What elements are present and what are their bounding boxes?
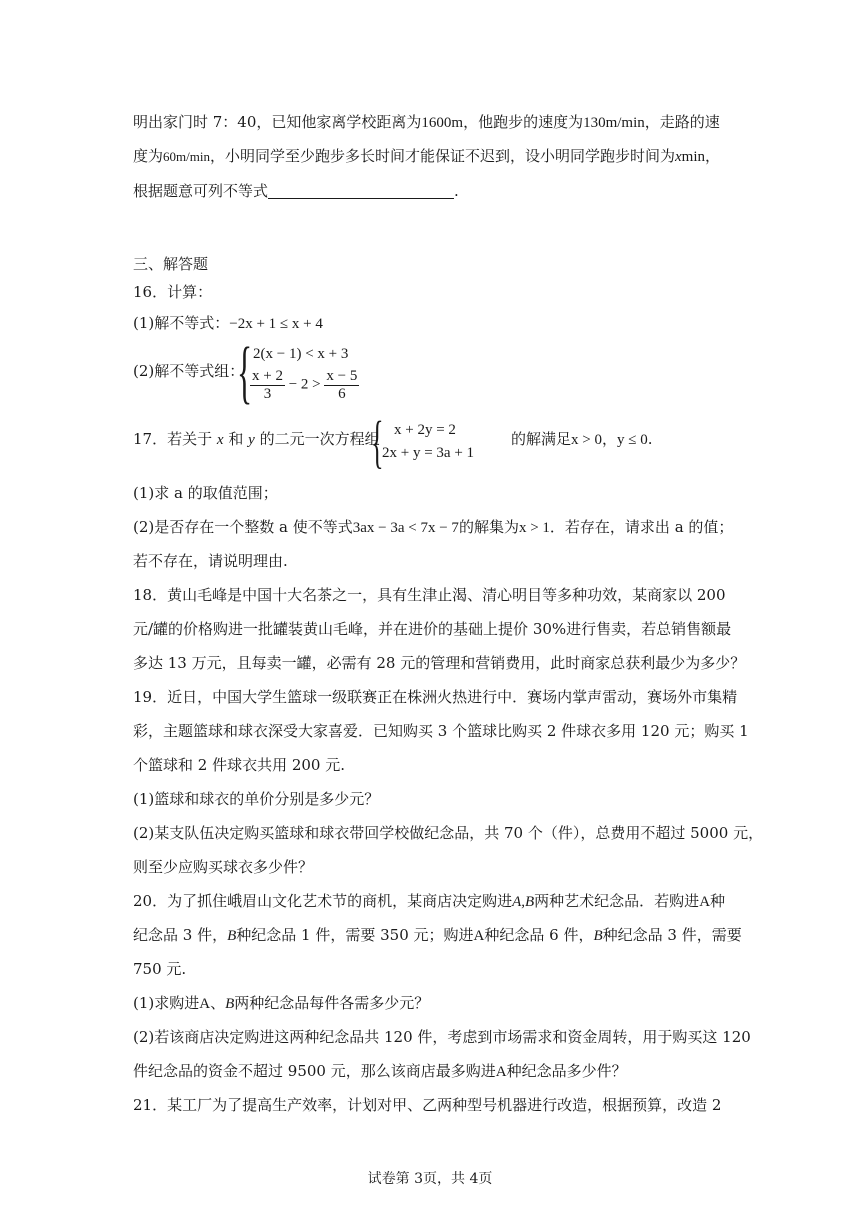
q20-line-1: 20．为了抓住峨眉山文化艺术节的商机，某商店决定购进A,B两种艺术纪念品．若购进A种 (133, 892, 726, 910)
q16-head: 16．计算： (133, 283, 213, 301)
q19-part2-cont: 则至少应购买球衣多少件？ (133, 858, 314, 876)
q19-part1: (1)篮球和球衣的单价分别是多少元？ (133, 790, 380, 808)
q17-part2: (2)是否存在一个整数 a 使不等式3ax − 3a < 7x − 7的解集为x > 1．若存在，请求出 a 的值； (133, 518, 734, 536)
q19-line-1: 19．近日，中国大学生篮球一级联赛正在株洲火热进行中．赛场内掌声雷动，赛场外市集精 (133, 688, 738, 706)
q20-part2: (2)若该商店决定购进这两种纪念品共 120 件，考虑到市场需求和资金周转，用于购买这 120 (133, 1028, 751, 1046)
section-heading: 三、解答题 (133, 255, 209, 273)
answer-blank[interactable] (268, 183, 454, 199)
q16-part1: (1)解不等式：−2x + 1 ≤ x + 4 (133, 314, 323, 332)
system-brace: { (371, 409, 384, 474)
q17-condition: 的解满足x > 0，y ≤ 0. (511, 430, 653, 448)
q17-part1: (1)求 a 的取值范围； (133, 484, 278, 502)
q17-equation-2: 2x + y = 3a + 1 (382, 445, 475, 461)
q15-line-1: 明出家门时 7：40，已知他家离学校距离为1600m，他跑步的速度为130m/min，走路的速 (133, 113, 720, 131)
q18-line-1: 18．黄山毛峰是中国十大名茶之一，具有生津止渴、清心明目等多种功效，某商家以 200 (133, 586, 726, 604)
q17-stem: 17．若关于 x 和 y 的二元一次方程组 (133, 430, 380, 448)
system-brace: { (237, 334, 253, 411)
fraction: $\frac{x + 2}{3}$ (252, 368, 283, 402)
q18-line-3: 多达 13 万元，且每卖一罐，必需有 28 元的管理和营销费用，此时商家总获利最少为多少？ (133, 654, 746, 672)
q20-part2-cont: 件纪念品的资金不超过 9500 元，那么该商店最多购进A种纪念品多少件？ (133, 1062, 627, 1080)
q16-part2-label: (2)解不等式组： (133, 362, 245, 380)
q15-line-3: 根据题意可列不等式 . (133, 182, 459, 200)
q16-system-row-1: 2(x − 1) < x + 3 (253, 346, 349, 362)
q17-equation-1: x + 2y = 2 (394, 422, 456, 438)
q19-line-3: 个篮球和 2 件球衣共用 200 元. (133, 756, 346, 774)
page-footer: 试卷第 3页，共 4页 (367, 1171, 493, 1187)
q20-line-3: 750 元. (133, 960, 187, 978)
q18-line-2: 元/罐的价格购进一批罐装黄山毛峰，并在进价的基础上提价 30%进行售卖，若总销售额最 (133, 620, 732, 638)
q15-line-2: 度为60m/min，小明同学至少跑步多长时间才能保证不迟到，设小明同学跑步时间为xmin， (133, 147, 721, 165)
q19-line-2: 彩，主题篮球和球衣深受大家喜爱．已知购买 3 个篮球比购买 2 件球衣多用 120 元；购买 1 (133, 722, 749, 740)
q20-part1: (1)求购进A、B两种纪念品每件各需多少元？ (133, 994, 430, 1012)
q21-line-1: 21．某工厂为了提高生产效率，计划对甲、乙两种型号机器进行改造，根据预算，改造 2 (133, 1096, 722, 1114)
q19-part2: (2)某支队伍决定购买篮球和球衣带回学校做纪念品，共 70 个（件），总费用不超过 5000 元， (133, 824, 764, 842)
q17-part2-cont: 若不存在，请说明理由. (133, 552, 288, 570)
fraction: $\frac{x - 5}{6}$ (326, 368, 358, 402)
q20-line-2: 纪念品 3 件，B种纪念品 1 件，需要 350 元；购进A种纪念品 6 件，B种纪念品 3 件，需要 (133, 926, 742, 944)
q16-system-row-2: $\frac{x + 2}{3}$ − 2 > $\frac{x - 5}{6}$ (252, 368, 358, 402)
